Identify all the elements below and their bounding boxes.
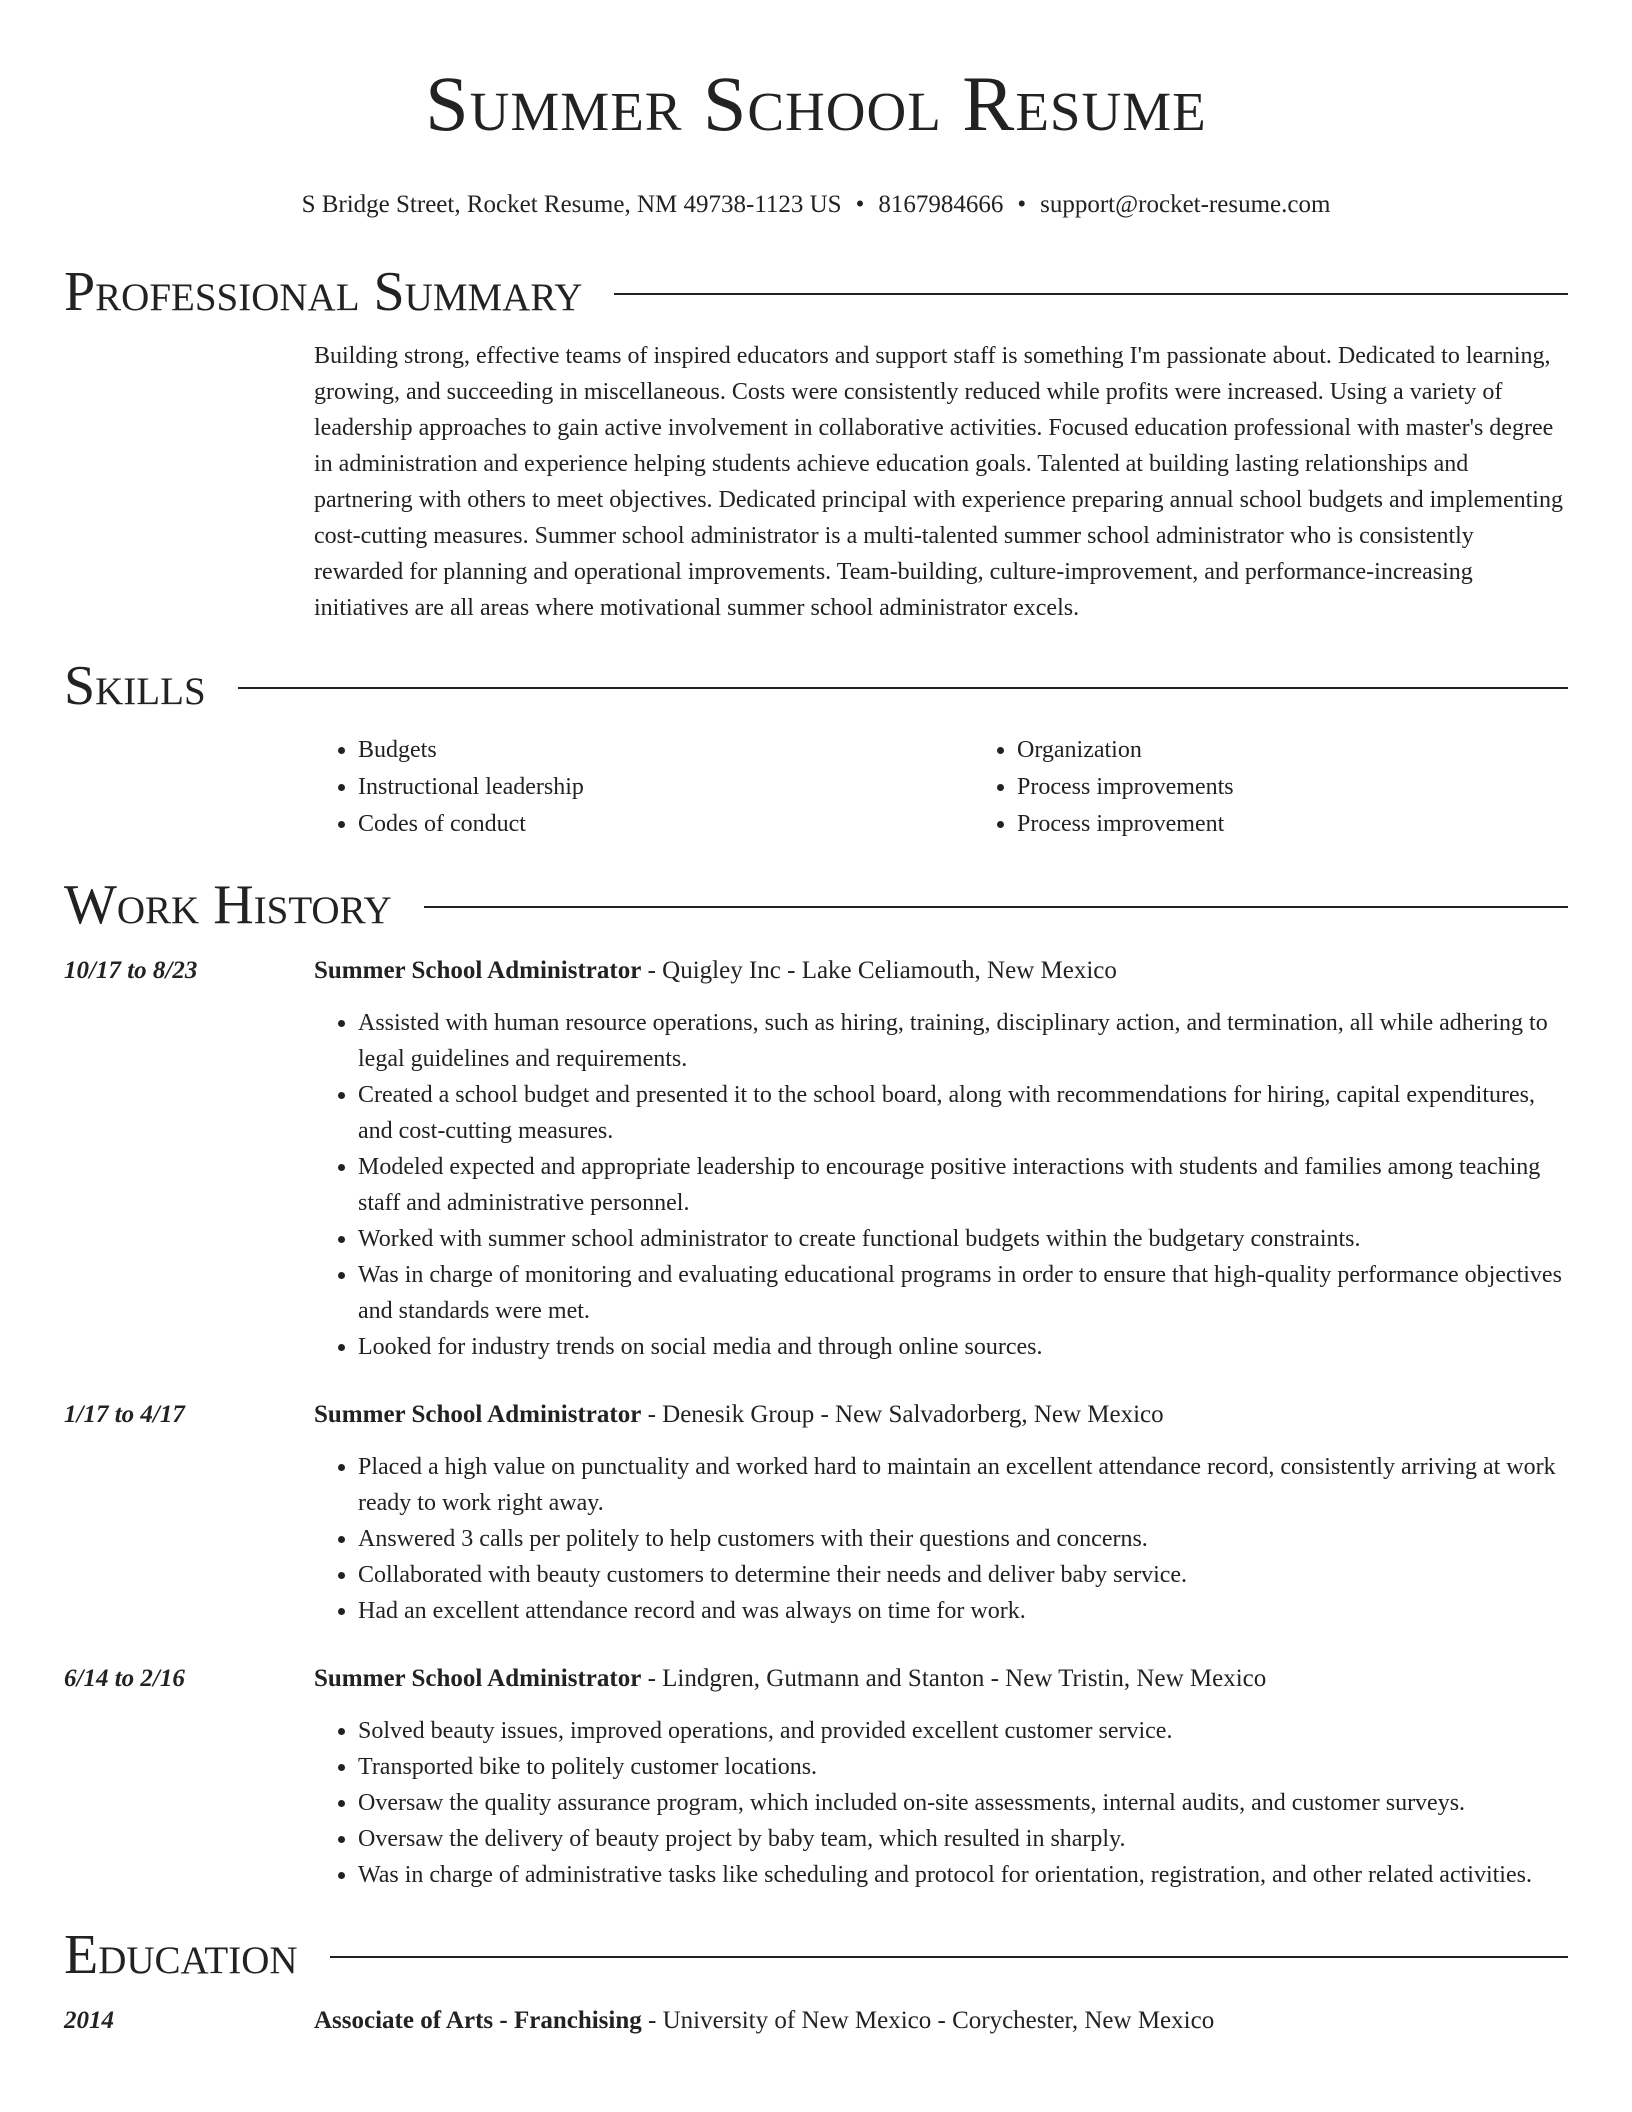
job-company: - Quigley Inc - Lake Celiamouth, New Mexico (641, 957, 1117, 984)
job-bullet: • Modeled expected and appropriate leadership to encourage positive interactions with students and families among teaching staff and administrative personnel. (358, 1149, 1568, 1221)
job-dates: 10/17 to 8/23 (64, 957, 198, 984)
summary-row (64, 324, 1568, 626)
job-entry (64, 1397, 1568, 1629)
job-bullet: • Created a school budget and presented it to the school board, along with recommendations for hiring, capital expenditures, and cost-cutting measures. (358, 1077, 1568, 1149)
section-divider (330, 1956, 1568, 1958)
job-bullet: • Was in charge of monitoring and evaluating educational programs in order to ensure that high-quality performance objectives and standards were met. (358, 1257, 1568, 1329)
job-bullet: • Assisted with human resource operations, such as hiring, training, disciplinary action, and termination, all while adhering to legal guidelines and requirements. (358, 1005, 1568, 1077)
job-entry (64, 1661, 1568, 1893)
skills-column-left (314, 732, 973, 843)
job-bullet: • Looked for industry trends on social media and through online sources. (358, 1329, 1568, 1365)
contact-line (64, 190, 1568, 220)
job-company: - Denesik Group - New Salvadorberg, New Mexico (641, 1401, 1164, 1428)
resume-title: Summer School Resume (425, 60, 1207, 147)
contact-phone: 8167984666 (878, 191, 1004, 218)
job-title: Summer School Administrator (314, 957, 642, 984)
job-header (314, 953, 1568, 989)
summary-heading: Professional Summary (64, 261, 583, 323)
skill-item: • Process improvements (1017, 769, 1632, 806)
contact-separator: • (855, 191, 865, 218)
skills-row (64, 718, 1568, 843)
education-year: 2014 (64, 2007, 114, 2034)
job-header (314, 1661, 1568, 1697)
education-institution: - University of New Mexico - Corychester, New Mexico (641, 2007, 1215, 2034)
skill-item: • Organization (1017, 732, 1632, 769)
skill-item: • Instructional leadership (358, 769, 973, 806)
job-company: - Lindgren, Gutmann and Stanton - New Tristin, New Mexico (641, 1665, 1267, 1692)
job-bullets (314, 1713, 1568, 1893)
job-bullet: • Transported bike to politely customer locations. (358, 1749, 1568, 1785)
contact-address: S Bridge Street, Rocket Resume, NM 49738-1123 US (301, 191, 842, 218)
job-title: Summer School Administrator (314, 1401, 642, 1428)
education-degree: Associate of Arts - Franchising (314, 2007, 642, 2034)
section-divider (614, 293, 1568, 295)
section-divider (424, 906, 1568, 908)
skill-item: • Budgets (358, 732, 973, 769)
contact-separator: • (1017, 191, 1027, 218)
job-bullet: • Oversaw the quality assurance program, which included on-site assessments, internal audits, and customer surveys. (358, 1785, 1568, 1821)
job-bullet: • Placed a high value on punctuality and worked hard to maintain an excellent attendance record, consistently arriving at work ready to work right away. (358, 1449, 1568, 1521)
education-heading: Education (64, 1924, 298, 1986)
skills-column-right (973, 732, 1632, 843)
summary-section-header (64, 260, 1568, 324)
work-heading: Work History (64, 874, 392, 936)
job-title: Summer School Administrator (314, 1665, 642, 1692)
skill-item: • Process improvement (1017, 806, 1632, 843)
skills-heading: Skills (64, 655, 206, 717)
job-bullet: • Oversaw the delivery of beauty project by baby team, which resulted in sharply. (358, 1821, 1568, 1857)
job-bullet: • Worked with summer school administrator to create functional budgets within the budgetary constraints. (358, 1221, 1568, 1257)
work-section-header (64, 873, 1568, 937)
summary-text: Building strong, effective teams of inspired educators and support staff is something I'm passionate about. Dedicated to learning, growing, and succeeding in miscellaneous. Costs were consistently reduced while profits were increased. Using a variety of leadership approaches to gain active involvement in collaborative activities. Focused education professional with master's degree in administration and experience helping students achieve education goals. Talented at building lasting relationships and partnering with others to meet objectives. Dedicated principal with experience preparing annual school budgets and implementing cost-cutting measures. Summer school administrator is a multi-talented summer school administrator who is consistently rewarded for planning and operational improvements. Team-building, culture-improvement, and performance-increasing initiatives are all areas where motivational summer school administrator excels. (314, 343, 1563, 621)
job-bullets (314, 1005, 1568, 1365)
skill-item: • Codes of conduct (358, 806, 973, 843)
education-header (314, 2003, 1568, 2039)
section-divider (238, 687, 1568, 689)
job-entry (64, 953, 1568, 1365)
job-header (314, 1397, 1568, 1433)
job-bullet: • Had an excellent attendance record and was always on time for work. (358, 1593, 1568, 1629)
job-bullet: • Solved beauty issues, improved operations, and provided excellent customer service. (358, 1713, 1568, 1749)
education-section-header (64, 1923, 1568, 1987)
job-bullets (314, 1449, 1568, 1629)
contact-email[interactable]: support@rocket-resume.com (1040, 191, 1331, 218)
skills-section-header (64, 654, 1568, 718)
job-bullet: • Collaborated with beauty customers to determine their needs and deliver baby service. (358, 1557, 1568, 1593)
job-dates: 6/14 to 2/16 (64, 1665, 185, 1692)
job-dates: 1/17 to 4/17 (64, 1401, 185, 1428)
job-bullet: • Answered 3 calls per politely to help customers with their questions and concerns. (358, 1521, 1568, 1557)
education-entry (64, 2003, 1568, 2039)
job-bullet: • Was in charge of administrative tasks like scheduling and protocol for orientation, registration, and other related activities. (358, 1857, 1568, 1893)
skills-list (314, 732, 1632, 843)
